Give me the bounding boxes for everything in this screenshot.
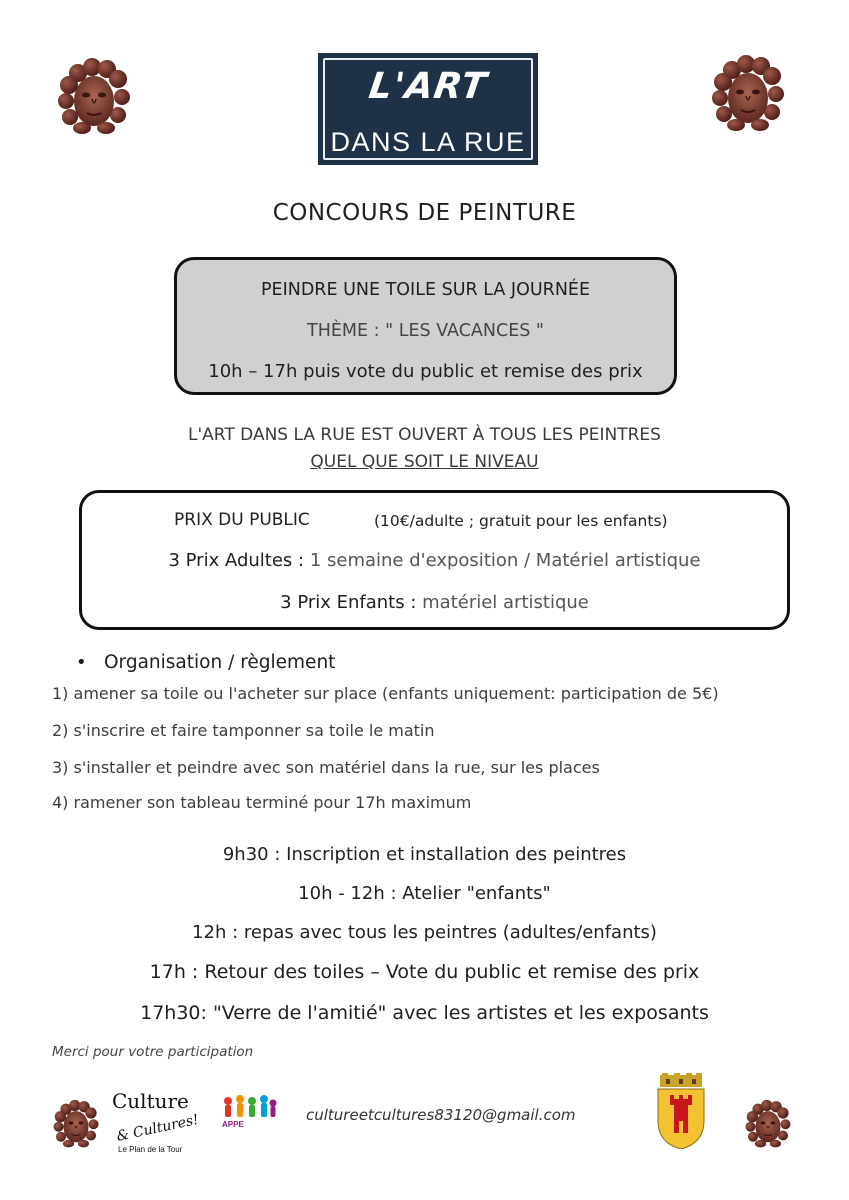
schedule-item: 10h - 12h : Atelier "enfants" [298, 883, 551, 904]
logo-frame [323, 58, 533, 160]
schedule-item: 12h : repas avec tous les peintres (adultes/enfants) [192, 922, 657, 943]
schedule-item: 17h30: "Verre de l'amitié" avec les artistes et les exposants [140, 1002, 709, 1024]
appe-logo [220, 1093, 278, 1131]
event-info-box [174, 257, 677, 395]
bacchus-head-icon [744, 1098, 792, 1148]
hours-description: puis vote du public et remise des prix [297, 361, 643, 382]
schedule-item: 17h : Retour des toiles – Vote du public et remise des prix [149, 961, 700, 983]
children-prizes-label: 3 Prix Enfants : [280, 592, 417, 613]
children-prizes-line [82, 592, 787, 613]
hours-line [177, 361, 674, 382]
logo-subtitle: DANS LA RUE [330, 127, 526, 157]
adult-prizes-line [82, 550, 787, 571]
adult-prizes-label: 3 Prix Adultes : [168, 550, 305, 571]
prizes-box [79, 490, 790, 630]
theme-text: THÈME : " LES VACANCES " [307, 321, 544, 341]
culture-logo-line3: Le Plan de la Tour [118, 1145, 183, 1154]
schedule-item: 9h30 : Inscription et installation des peintres [222, 844, 627, 865]
children-prizes-text: matériel artistique [416, 592, 589, 613]
bacchus-head-icon [710, 52, 786, 132]
public-prize-title: PRIX DU PUBLIC [174, 510, 310, 530]
town-crest-icon [654, 1073, 708, 1149]
bacchus-head-icon [56, 55, 132, 135]
thanks-text: Merci pour votre participation [52, 1044, 254, 1060]
contact-email: cultureetcultures83120@gmail.com [306, 1106, 576, 1124]
rule-item: 2) s'inscrire et faire tamponner sa toile le matin [52, 721, 435, 740]
logo-title: L'ART [366, 66, 490, 107]
event-logo [318, 53, 538, 165]
culture-et-cultures-logo [110, 1082, 202, 1156]
rule-item: 3) s'installer et peindre avec son matériel dans la rue, sur les places [52, 758, 600, 777]
bullet-icon: • [76, 652, 87, 673]
paint-day-text: PEINDRE UNE TOILE SUR LA JOURNÉE [260, 280, 591, 300]
rule-item: 1) amener sa toile ou l'acheter sur place (enfants uniquement: participation de 5€) [52, 684, 719, 703]
public-prize-note: (10€/adulte ; gratuit pour les enfants) [374, 512, 668, 530]
open-to-all-text: L'ART DANS LA RUE EST OUVERT À TOUS LES PEINTRES [188, 425, 661, 445]
adult-prizes-text: 1 semaine d'exposition / Matériel artistique [304, 550, 701, 571]
organisation-title: Organisation / règlement [104, 652, 336, 673]
any-level-text: QUEL QUE SOIT LE NIVEAU [310, 452, 539, 472]
page-title: CONCOURS DE PEINTURE [272, 200, 577, 226]
hours-value: 10h – 17h [208, 361, 298, 382]
culture-logo-line1: Culture [112, 1089, 189, 1113]
appe-logo-text: APPE [222, 1120, 244, 1129]
rule-item: 4) ramener son tableau terminé pour 17h maximum [52, 793, 472, 812]
culture-logo-line2: & Cultures! [115, 1111, 201, 1145]
bacchus-head-icon [52, 1098, 100, 1148]
